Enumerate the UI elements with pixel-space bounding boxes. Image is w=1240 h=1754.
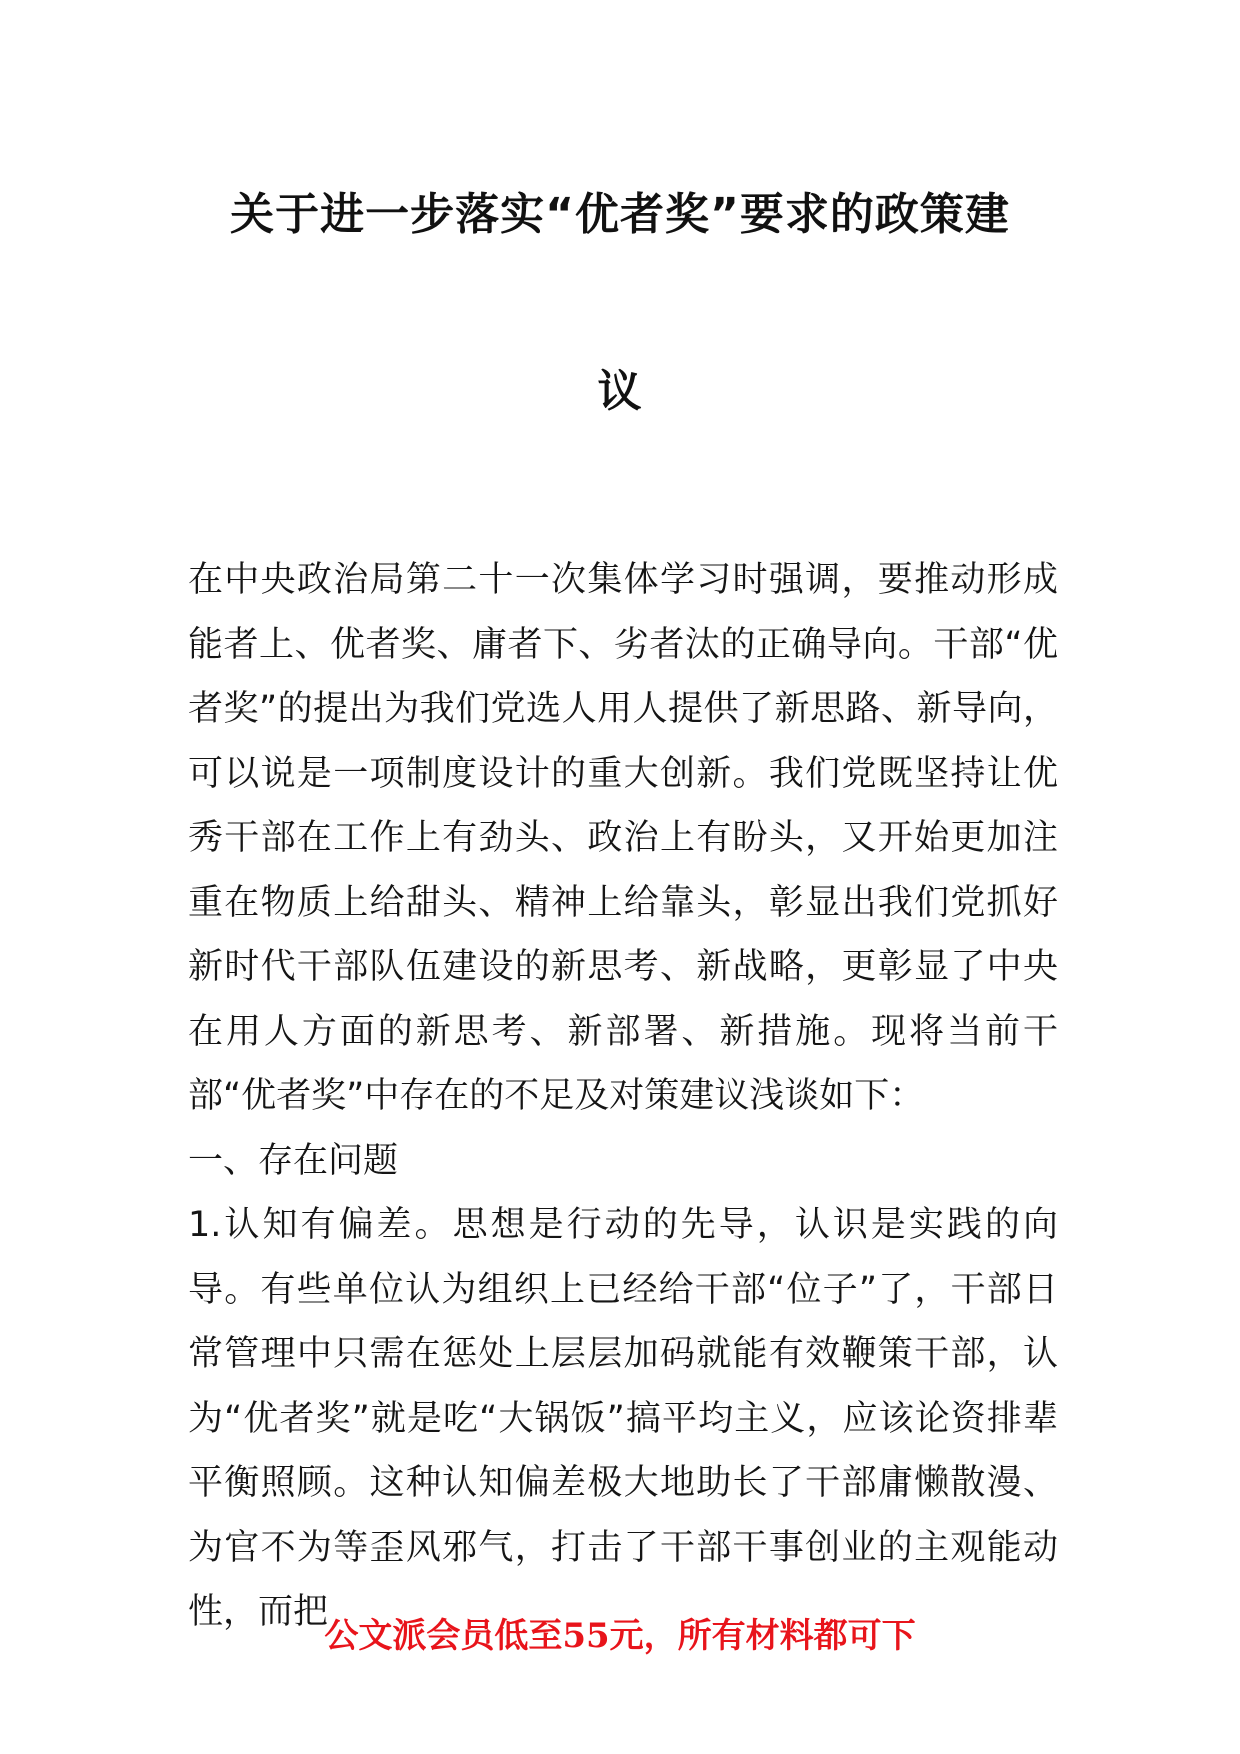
document-body (188, 548, 1058, 1645)
intro-paragraph: 在中央政治局第二十一次集体学习时强调，要推动形成能者上、优者奖、庸者下、劣者汰的正确导向。干部“优者奖”的提出为我们党选人用人提供了新思路、新导向，可以说是一项制度设计的重大创新。我们党既坚持让优秀干部在工作上有劲头、政治上有盼头，又开始更加注重在物质上给甜头、精神上给靠头，彰显出我们党抓好新时代干部队伍建设的新思考、新战略，更彰显了中央在用人方面的新思考、新部署、新措施。现将当前干部“优者奖”中存在的不足及对策建议浅谈如下： (188, 560, 1058, 1116)
document-title-line-2: 议 (597, 366, 643, 417)
section-heading: 一、存在问题 (188, 1140, 399, 1181)
document-title-line-1: 关于进一步落实“优者奖”要求的政策建 (230, 189, 1010, 240)
membership-promo-banner: 公文派会员低至55元，所有材料都可下 (324, 1616, 916, 1656)
problem-paragraph: 1.认知有偏差。思想是行动的先导，认识是实践的向导。有些单位认为组织上已经给干部“位子”了，干部日常管理中只需在惩处上层层加码就能有效鞭策干部，认为“优者奖”就是吃“大锅饭”搞平均主义，应该论资排辈平衡照顾。这种认知偏差极大地助长了干部庸懒散漫、为官不为等歪风邪气，打击了干部干事创业的主观能动性，而把 (188, 1205, 1058, 1632)
